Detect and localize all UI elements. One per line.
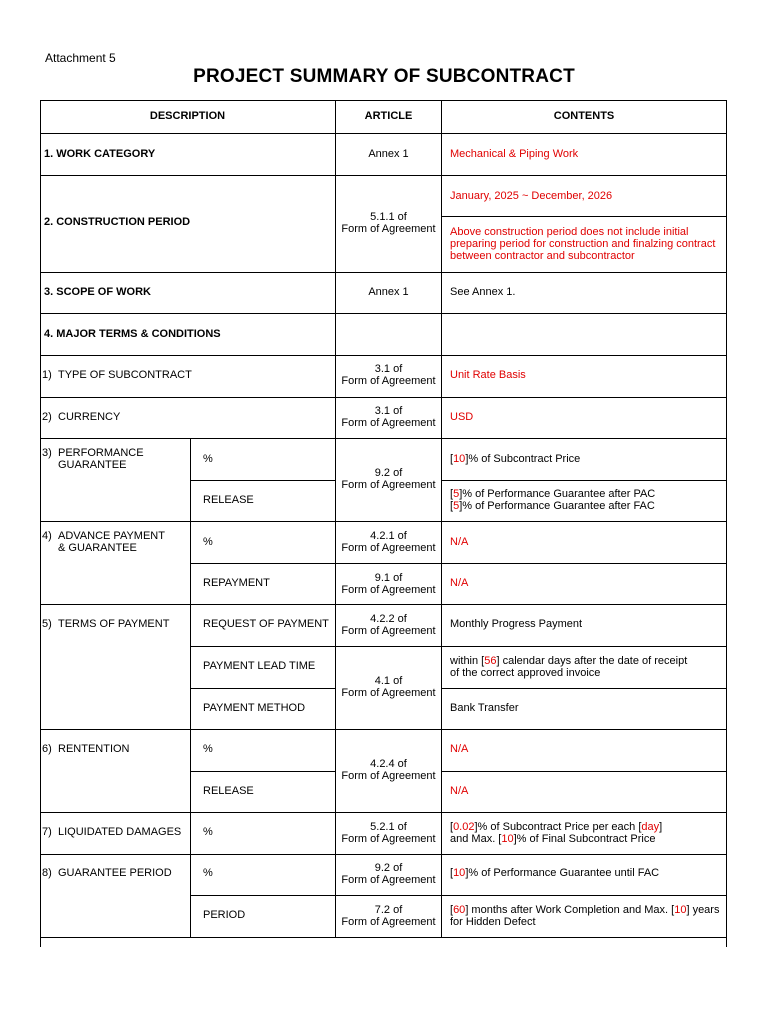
performance-guarantee-num: 3) (42, 447, 52, 459)
guarantee-period-article-period: 7.2 of Form of Agreement (341, 904, 436, 928)
table-rule (441, 100, 442, 937)
terms-of-payment-article-lead: 4.1 of Form of Agreement (341, 675, 436, 699)
terms-of-payment-num: 5) (42, 618, 52, 630)
liquidated-damages-label: LIQUIDATED DAMAGES (58, 826, 182, 838)
advance-payment-sub-repayment: REPAYMENT (203, 577, 270, 589)
attachment-label: Attachment 5 (45, 51, 116, 65)
table-rule (40, 272, 727, 273)
header-contents: CONTENTS (553, 110, 615, 122)
retention-label: RENTENTION (58, 743, 130, 755)
retention-article: 4.2.4 of Form of Agreement (341, 758, 436, 782)
table-rule (40, 397, 727, 398)
performance-guarantee-article: 9.2 of Form of Agreement (341, 467, 436, 491)
advance-payment-label: ADVANCE PAYMENT & GUARANTEE (58, 530, 165, 554)
table-rule (190, 771, 336, 772)
currency-num: 2) (42, 411, 52, 423)
table-rule (726, 100, 727, 947)
scope-of-work-label: 3. SCOPE OF WORK (44, 286, 151, 298)
table-rule (40, 175, 727, 176)
terms-of-payment-article-request: 4.2.2 of Form of Agreement (341, 613, 436, 637)
work-category-contents: Mechanical & Piping Work (450, 148, 579, 160)
advance-payment-pct: N/A (450, 536, 469, 548)
guarantee-period-num: 8) (42, 867, 52, 879)
table-rule (40, 100, 727, 101)
currency-article: 3.1 of Form of Agreement (341, 405, 436, 429)
terms-of-payment-label: TERMS OF PAYMENT (58, 618, 170, 630)
liquidated-damages-contents: [0.02]% of Subcontract Price per each [day] and Max. [10]% of Final Subcontract Price (450, 821, 663, 845)
table-rule (40, 521, 727, 522)
work-category-article: Annex 1 (368, 148, 409, 160)
advance-payment-num: 4) (42, 530, 52, 542)
guarantee-period-label: GUARANTEE PERIOD (58, 867, 172, 879)
table-rule (40, 854, 727, 855)
table-rule (40, 100, 41, 947)
terms-of-payment-method: Bank Transfer (450, 702, 519, 714)
advance-payment-article: 4.2.1 of Form of Agreement (341, 530, 436, 554)
construction-period-article: 5.1.1 of Form of Agreement (341, 211, 436, 235)
guarantee-period-sub-period: PERIOD (203, 909, 246, 921)
guarantee-period-article-pct: 9.2 of Form of Agreement (341, 862, 436, 886)
liquidated-damages-article: 5.2.1 of Form of Agreement (341, 821, 436, 845)
type-of-subcontract-num: 1) (42, 369, 52, 381)
table-rule (190, 688, 336, 689)
header-article: ARTICLE (364, 110, 413, 122)
retention-pct: N/A (450, 743, 469, 755)
major-terms-label: 4. MAJOR TERMS & CONDITIONS (44, 328, 221, 340)
terms-of-payment-lead-time: within [56] calendar days after the date of receipt of the correct approved invoice (450, 655, 688, 679)
terms-of-payment-sub-request: REQUEST OF PAYMENT (203, 618, 329, 630)
table-rule (442, 688, 727, 689)
type-of-subcontract-article: 3.1 of Form of Agreement (341, 363, 436, 387)
retention-sub-release: RELEASE (203, 785, 254, 797)
guarantee-period-sub-pct: % (203, 867, 213, 879)
performance-guarantee-release: [5]% of Performance Guarantee after PAC [5]% of Performance Guarantee after FAC (450, 488, 656, 512)
construction-period-dates: January, 2025 ~ December, 2026 (450, 190, 613, 202)
table-rule (40, 133, 727, 134)
work-category-label: 1. WORK CATEGORY (44, 148, 156, 160)
guarantee-period-period: [60] months after Work Completion and Max. [10] years for Hidden Defect (450, 904, 720, 928)
page-title: PROJECT SUMMARY OF SUBCONTRACT (193, 66, 575, 87)
scope-of-work-article: Annex 1 (368, 286, 409, 298)
liquidated-damages-sub-pct: % (203, 826, 213, 838)
advance-payment-sub-pct: % (203, 536, 213, 548)
table-rule (40, 604, 727, 605)
type-of-subcontract-contents: Unit Rate Basis (450, 369, 526, 381)
retention-sub-pct: % (203, 743, 213, 755)
type-of-subcontract-label: TYPE OF SUBCONTRACT (58, 369, 192, 381)
construction-period-label: 2. CONSTRUCTION PERIOD (44, 216, 191, 228)
table-rule (442, 771, 727, 772)
scope-of-work-contents: See Annex 1. (450, 286, 516, 298)
terms-of-payment-sub-lead-time: PAYMENT LEAD TIME (203, 660, 316, 672)
table-rule (190, 646, 727, 647)
currency-label: CURRENCY (58, 411, 121, 423)
table-rule (190, 438, 191, 937)
table-rule (40, 729, 727, 730)
table-rule (40, 313, 727, 314)
table-rule (190, 563, 727, 564)
performance-guarantee-label: PERFORMANCE GUARANTEE (58, 447, 144, 471)
currency-contents: USD (450, 411, 474, 423)
retention-release: N/A (450, 785, 469, 797)
table-rule (442, 216, 727, 217)
table-rule (40, 355, 727, 356)
table-rule (442, 480, 727, 481)
guarantee-period-pct: [10]% of Performance Guarantee until FAC (450, 867, 660, 879)
advance-payment-repayment: N/A (450, 577, 469, 589)
terms-of-payment-request: Monthly Progress Payment (450, 618, 583, 630)
table-rule (190, 480, 336, 481)
performance-guarantee-sub-release: RELEASE (203, 494, 254, 506)
construction-period-note: Above construction period does not include initial preparing period for construction and finalzing contract between contractor and subcontractor (450, 226, 716, 262)
table-rule (40, 812, 727, 813)
performance-guarantee-pct: [10]% of Subcontract Price (450, 453, 581, 465)
table-rule (40, 937, 727, 938)
retention-num: 6) (42, 743, 52, 755)
header-description: DESCRIPTION (149, 110, 226, 122)
performance-guarantee-sub-pct: % (203, 453, 213, 465)
liquidated-damages-num: 7) (42, 826, 52, 838)
table-rule (190, 895, 727, 896)
terms-of-payment-sub-method: PAYMENT METHOD (203, 702, 306, 714)
advance-repayment-article: 9.1 of Form of Agreement (341, 572, 436, 596)
table-rule (40, 438, 727, 439)
